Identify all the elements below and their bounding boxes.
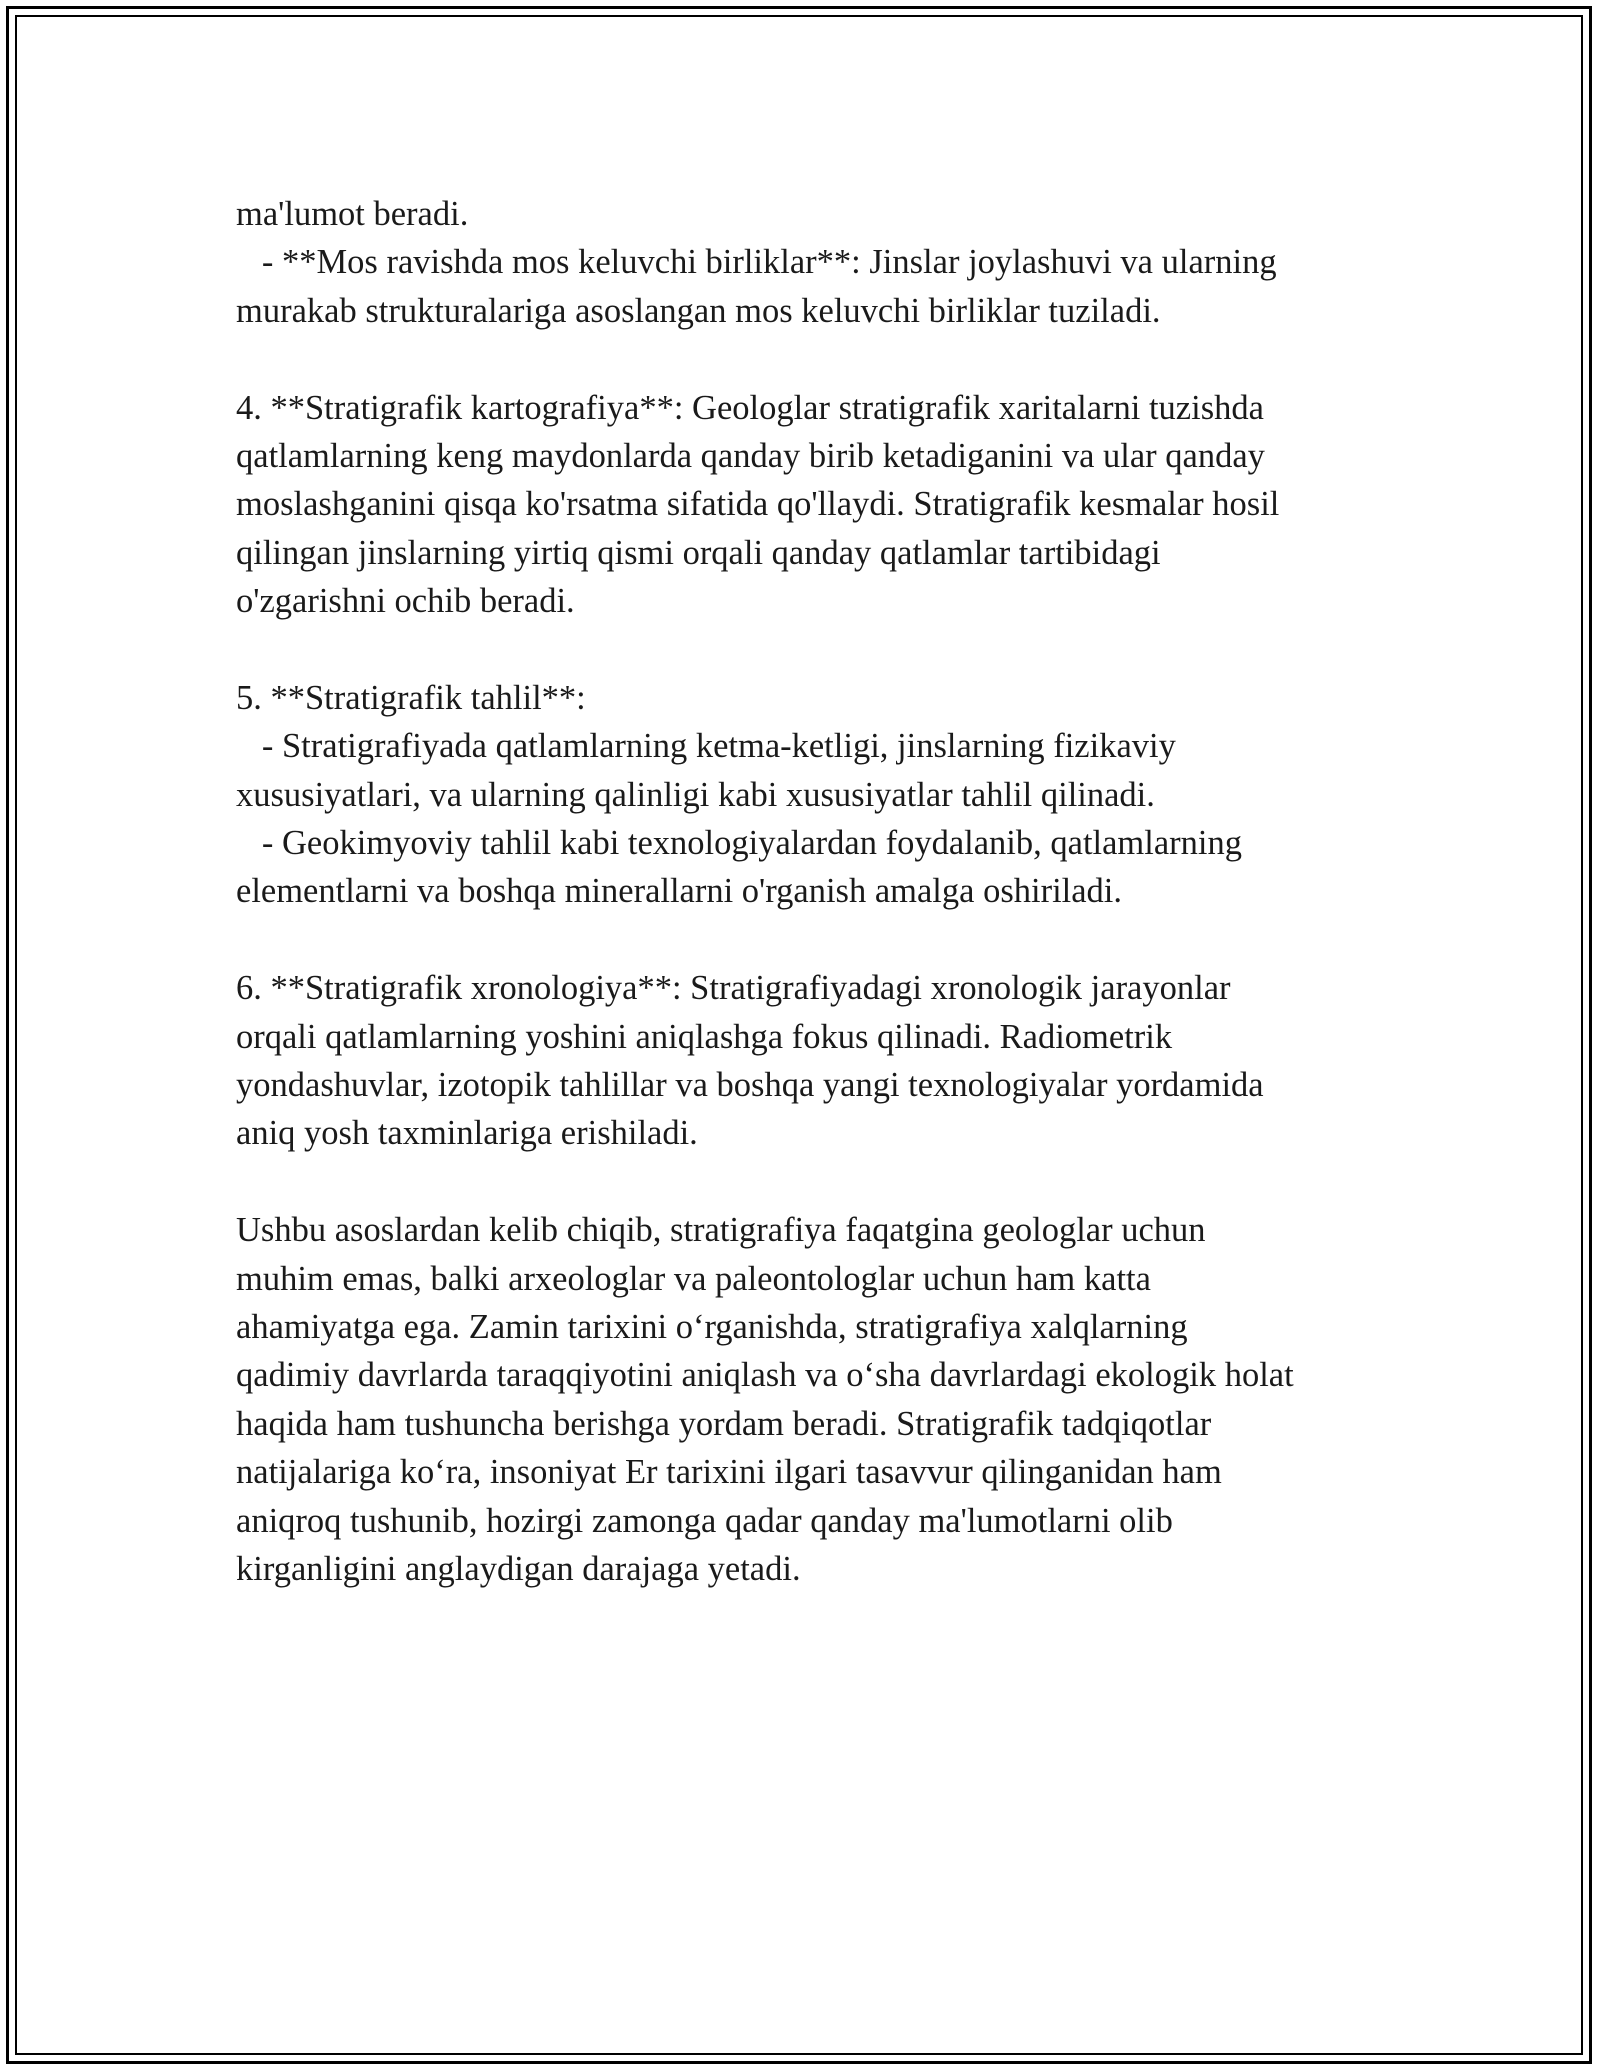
text-line: - **Mos ravishda mos keluvchi birliklar**: Jinslar joylashuvi va ularning bbox=[236, 243, 1277, 282]
text-line: 5. **Stratigrafik tahlil**: bbox=[236, 678, 586, 717]
text-line: kirganligini anglaydigan darajaga yetadi. bbox=[236, 1549, 801, 1588]
paragraph-gap bbox=[236, 1158, 1386, 1206]
paragraph-gap bbox=[236, 335, 1386, 383]
text-line: yondashuvlar, izotopik tahlillar va boshqa yangi texnologiyalar yordamida bbox=[236, 1066, 1264, 1105]
text-line: muhim emas, balki arxeologlar va paleontologlar uchun ham katta bbox=[236, 1259, 1151, 1298]
text-line: ma'lumot beradi. bbox=[236, 195, 469, 233]
text-line: 6. **Stratigrafik xronologiya**: Stratigrafiyadagi xronologik jarayonlar bbox=[236, 969, 1231, 1008]
paragraph-gap bbox=[236, 916, 1386, 964]
text-line: elementlarni va boshqa minerallarni o'rganish amalga oshiriladi. bbox=[236, 872, 1123, 911]
text-line: ahamiyatga ega. Zamin tarixini o‘rganishda, stratigrafiya xalqlarning bbox=[236, 1307, 1188, 1346]
text-line: o'zgarishni ochib beradi. bbox=[236, 582, 575, 621]
paragraph-gap bbox=[236, 626, 1386, 674]
text-line: qadimiy davrlarda taraqqiyotini aniqlash va o‘sha davrlardagi ekologik holat bbox=[236, 1356, 1294, 1395]
text-line: - Geokimyoviy tahlil kabi texnologiyalardan foydalanib, qatlamlarning bbox=[236, 824, 1242, 863]
text-line: natijalariga ko‘ra, insoniyat Er tarixini ilgari tasavvur qilinganidan ham bbox=[236, 1453, 1222, 1492]
text-line: 4. **Stratigrafik kartografiya**: Geologlar stratigrafik xaritalarni tuzishda bbox=[236, 388, 1264, 427]
text-line: xususiyatlari, va ularning qalinligi kabi xususiyatlar tahlil qilinadi. bbox=[236, 775, 1155, 814]
text-line: aniqroq tushunib, hozirgi zamonga qadar qanday ma'lumotlarni olib bbox=[236, 1501, 1173, 1540]
text-line: qatlamlarning keng maydonlarda qanday birib ketadiganini va ular qanday bbox=[236, 436, 1265, 475]
text-line: qilingan jinslarning yirtiq qismi orqali qanday qatlamlar tartibidagi bbox=[236, 533, 1161, 572]
text-line: haqida ham tushuncha berishga yordam beradi. Stratigrafik tadqiqotlar bbox=[236, 1404, 1212, 1443]
document-body bbox=[236, 190, 1386, 1593]
text-line: orqali qatlamlarning yoshini aniqlashga fokus qilinadi. Radiometrik bbox=[236, 1017, 1173, 1056]
text-line: moslashganini qisqa ko'rsatma sifatida qo'llaydi. Stratigrafik kesmalar hosil bbox=[236, 485, 1280, 524]
text-line: murakab strukturalariga asoslangan mos keluvchi birliklar tuziladi. bbox=[236, 291, 1161, 330]
text-line: Ushbu asoslardan kelib chiqib, stratigrafiya faqatgina geologlar uchun bbox=[236, 1211, 1206, 1250]
text-line: - Stratigrafiyada qatlamlarning ketma-ketligi, jinslarning fizikaviy bbox=[236, 727, 1176, 766]
text-line: aniq yosh taxminlariga erishiladi. bbox=[236, 1114, 698, 1153]
